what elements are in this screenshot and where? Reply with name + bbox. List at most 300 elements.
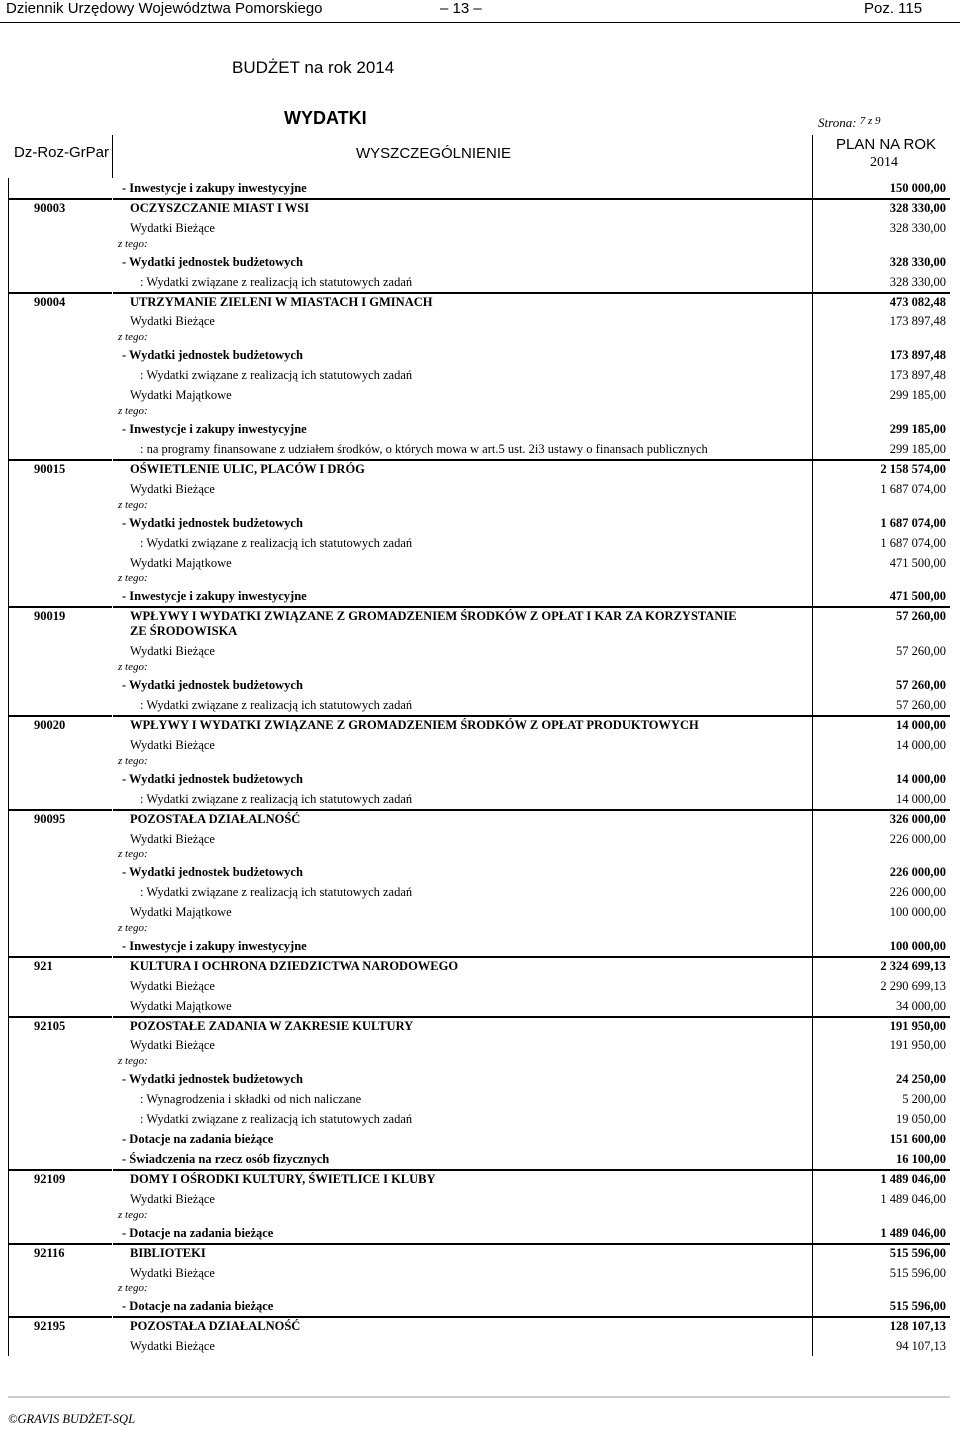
table-row xyxy=(8,1223,950,1243)
code-divider xyxy=(112,1016,113,1036)
row-right-border xyxy=(812,1035,813,1055)
row-description: z tego: xyxy=(118,1055,148,1068)
row-description: - Inwestycje i zakupy inwestycyjne xyxy=(122,589,307,604)
table-row xyxy=(8,1209,950,1223)
row-left-border xyxy=(8,178,9,198)
row-left-border xyxy=(8,675,9,695)
table-row xyxy=(8,641,950,661)
row-description: z tego: xyxy=(118,848,148,861)
row-description: Wydatki Majątkowe xyxy=(130,555,232,570)
row-left-border xyxy=(8,252,9,272)
row-amount: 226 000,00 xyxy=(889,865,946,880)
row-description: - Inwestycje i zakupy inwestycyjne xyxy=(122,181,307,195)
row-right-border xyxy=(812,1089,813,1109)
row-left-border xyxy=(8,459,9,479)
row-amount: 1 489 046,00 xyxy=(880,1172,946,1187)
row-code: 90004 xyxy=(34,294,66,309)
row-description: - Inwestycje i zakupy inwestycyjne xyxy=(122,939,307,954)
row-amount: 473 082,48 xyxy=(889,294,946,309)
row-right-border xyxy=(812,439,813,459)
row-right-border xyxy=(812,1069,813,1089)
row-amount: 14 000,00 xyxy=(896,771,946,786)
table-row xyxy=(8,479,950,499)
row-right-border xyxy=(812,198,813,218)
table-row xyxy=(8,1035,950,1055)
row-description: Wydatki Bieżące xyxy=(130,831,215,846)
row-description: BIBLIOTEKI xyxy=(130,1245,206,1260)
row-right-border xyxy=(812,606,813,641)
row-right-border xyxy=(812,365,813,385)
table-row xyxy=(8,675,950,695)
row-right-border xyxy=(812,882,813,902)
row-amount: 173 897,48 xyxy=(889,368,946,383)
table-row xyxy=(8,769,950,789)
table-row xyxy=(8,513,950,533)
row-right-border xyxy=(812,1263,813,1283)
page-indicator xyxy=(818,115,881,131)
table-row xyxy=(8,976,950,996)
row-description: - Wydatki jednostek budżetowych xyxy=(122,254,303,269)
row-left-border xyxy=(8,553,9,573)
row-right-border xyxy=(812,553,813,573)
row-right-border xyxy=(812,675,813,695)
table-row xyxy=(8,586,950,606)
row-right-border xyxy=(812,499,813,513)
row-left-border xyxy=(8,1169,9,1189)
table-row xyxy=(8,331,950,345)
row-left-border xyxy=(8,218,9,238)
table-row xyxy=(8,419,950,439)
row-amount: 100 000,00 xyxy=(889,939,946,954)
table-row xyxy=(8,735,950,755)
col-code: Dz-Roz-GrPar xyxy=(14,144,110,161)
row-right-border xyxy=(812,1016,813,1036)
row-description: POZOSTAŁA DZIAŁALNOŚĆ xyxy=(130,1319,301,1334)
section-row xyxy=(8,1016,950,1036)
row-description: : Wydatki związane z realizacją ich statutowych zadań xyxy=(140,1112,413,1127)
row-description: : Wydatki związane z realizacją ich statutowych zadań xyxy=(140,791,413,806)
row-amount: 19 050,00 xyxy=(896,1112,946,1127)
table-row xyxy=(8,311,950,331)
row-amount: 2 290 699,13 xyxy=(880,979,946,993)
row-right-border xyxy=(812,848,813,862)
row-right-border xyxy=(812,1296,813,1316)
row-amount: 299 185,00 xyxy=(889,442,946,456)
section-separator xyxy=(8,1169,950,1171)
row-code: 90015 xyxy=(34,462,66,476)
row-left-border xyxy=(8,345,9,365)
table-row xyxy=(8,1069,950,1089)
row-description: Wydatki Bieżące xyxy=(130,1038,215,1053)
row-description: : Wynagrodzenia i składki od nich naliczane xyxy=(140,1092,362,1107)
row-left-border xyxy=(8,1282,9,1296)
row-right-border xyxy=(812,586,813,606)
row-left-border xyxy=(8,976,9,996)
row-amount: 299 185,00 xyxy=(889,388,946,403)
row-amount: 14 000,00 xyxy=(896,718,946,733)
table-row xyxy=(8,218,950,238)
table-row xyxy=(8,553,950,573)
row-amount: 515 596,00 xyxy=(889,1299,946,1314)
row-right-border xyxy=(812,1336,813,1356)
row-description: Wydatki Majątkowe xyxy=(130,905,232,920)
row-left-border xyxy=(8,499,9,513)
row-left-border xyxy=(8,1316,9,1336)
row-right-border xyxy=(812,1055,813,1069)
row-amount: 191 950,00 xyxy=(889,1018,946,1033)
row-amount: 191 950,00 xyxy=(889,1038,946,1053)
row-description: Wydatki Bieżące xyxy=(130,1192,215,1206)
table-row xyxy=(8,695,950,715)
row-code: 90020 xyxy=(34,718,66,733)
row-amount: 328 330,00 xyxy=(889,274,946,289)
row-left-border xyxy=(8,1243,9,1263)
table-row xyxy=(8,848,950,862)
row-left-border xyxy=(8,1129,9,1149)
section-separator xyxy=(8,1016,950,1018)
row-amount: 150 000,00 xyxy=(889,181,946,195)
row-amount: 34 000,00 xyxy=(896,998,946,1013)
row-left-border xyxy=(8,829,9,849)
code-divider xyxy=(112,459,113,479)
row-description: OŚWIETLENIE ULIC, PLACÓW I DRÓG xyxy=(130,462,365,476)
row-right-border xyxy=(812,1129,813,1149)
row-amount: 515 596,00 xyxy=(889,1265,946,1280)
row-left-border xyxy=(8,956,9,976)
table-row xyxy=(8,1336,950,1356)
row-code: 92116 xyxy=(34,1245,65,1260)
row-amount: 1 489 046,00 xyxy=(880,1192,946,1206)
row-left-border xyxy=(8,769,9,789)
table-bottom-line xyxy=(8,1396,950,1398)
table-row xyxy=(8,1089,950,1109)
row-description: KULTURA I OCHRONA DZIEDZICTWA NARODOWEGO xyxy=(130,959,459,974)
row-right-border xyxy=(812,976,813,996)
row-description: Wydatki Bieżące xyxy=(130,1265,215,1280)
page-of: 7 z 9 xyxy=(859,115,881,127)
table-row xyxy=(8,789,950,809)
row-right-border xyxy=(812,272,813,292)
section-row xyxy=(8,606,950,641)
row-right-border xyxy=(812,996,813,1016)
row-left-border xyxy=(8,862,9,882)
table-row xyxy=(8,936,950,956)
row-description: : Wydatki związane z realizacją ich statutowych zadań xyxy=(140,368,413,383)
row-left-border xyxy=(8,902,9,922)
row-left-border xyxy=(8,405,9,419)
row-description: Wydatki Bieżące xyxy=(130,314,215,329)
row-amount: 5 200,00 xyxy=(902,1092,946,1107)
row-left-border xyxy=(8,1069,9,1089)
row-description: POZOSTAŁA DZIAŁALNOŚĆ xyxy=(130,811,301,826)
row-code: 90095 xyxy=(34,811,66,826)
row-right-border xyxy=(812,862,813,882)
row-description: DOMY I OŚRODKI KULTURY, ŚWIETLICE I KLUBY xyxy=(130,1172,436,1187)
row-left-border xyxy=(8,419,9,439)
row-right-border xyxy=(812,1243,813,1263)
code-divider xyxy=(112,809,113,829)
row-left-border xyxy=(8,1149,9,1169)
table-row xyxy=(8,996,950,1016)
table-row xyxy=(8,1109,950,1129)
row-description: : na programy finansowane z udziałem środków, o których mowa w art.5 ust. 2i3 ustawy o finansach publicznych xyxy=(140,442,708,456)
row-description: z tego: xyxy=(118,922,148,935)
table-row xyxy=(8,1055,950,1069)
row-amount: 328 330,00 xyxy=(889,220,946,235)
row-amount: 2 158 574,00 xyxy=(880,462,946,476)
row-left-border xyxy=(8,572,9,586)
row-left-border xyxy=(8,936,9,956)
row-left-border xyxy=(8,755,9,769)
col-desc: WYSZCZEGÓLNIENIE xyxy=(356,145,512,162)
row-description: - Wydatki jednostek budżetowych xyxy=(122,865,303,880)
row-left-border xyxy=(8,1263,9,1283)
row-left-border xyxy=(8,1189,9,1209)
row-left-border xyxy=(8,996,9,1016)
row-right-border xyxy=(812,1209,813,1223)
row-description: z tego: xyxy=(118,1282,148,1295)
row-right-border xyxy=(812,331,813,345)
section-separator xyxy=(8,292,950,294)
col-year: 2014 xyxy=(870,155,898,170)
row-code: 921 xyxy=(34,959,53,974)
table-row xyxy=(8,238,950,252)
row-code: 90019 xyxy=(34,609,66,624)
row-amount: 173 897,48 xyxy=(889,314,946,329)
section-separator xyxy=(8,1243,950,1245)
row-left-border xyxy=(8,882,9,902)
row-amount: 14 000,00 xyxy=(896,791,946,806)
table-row xyxy=(8,405,950,419)
row-left-border xyxy=(8,1109,9,1129)
row-description: : Wydatki związane z realizacją ich statutowych zadań xyxy=(140,885,413,900)
row-description: z tego: xyxy=(118,572,148,585)
row-right-border xyxy=(812,695,813,715)
row-description: Wydatki Bieżące xyxy=(130,220,215,235)
row-code: 92195 xyxy=(34,1319,66,1334)
code-divider xyxy=(112,715,113,735)
row-right-border xyxy=(812,345,813,365)
row-left-border xyxy=(8,789,9,809)
row-right-border xyxy=(812,1223,813,1243)
table-row xyxy=(8,1149,950,1169)
row-description: POZOSTAŁE ZADANIA W ZAKRESIE KULTURY xyxy=(130,1018,414,1033)
section-separator xyxy=(8,809,950,811)
section-row xyxy=(8,809,950,829)
code-divider xyxy=(112,292,113,312)
row-amount: 328 330,00 xyxy=(889,254,946,269)
row-description: - Wydatki jednostek budżetowych xyxy=(122,515,303,530)
row-amount: 100 000,00 xyxy=(889,905,946,920)
row-amount: 173 897,48 xyxy=(889,348,946,363)
row-right-border xyxy=(812,735,813,755)
row-description: z tego: xyxy=(118,661,148,674)
row-left-border xyxy=(8,513,9,533)
row-amount: 299 185,00 xyxy=(889,422,946,436)
row-left-border xyxy=(8,661,9,675)
row-left-border xyxy=(8,272,9,292)
row-right-border xyxy=(812,715,813,735)
section-title: WYDATKI xyxy=(284,108,367,128)
row-right-border xyxy=(812,252,813,272)
section-separator xyxy=(8,198,950,200)
section-row xyxy=(8,198,950,218)
row-right-border xyxy=(812,1109,813,1129)
row-left-border xyxy=(8,695,9,715)
row-description: - Dotacje na zadania bieżące xyxy=(122,1299,274,1314)
row-amount: 24 250,00 xyxy=(896,1072,946,1087)
row-description: Wydatki Bieżące xyxy=(130,481,215,496)
position-number: Poz. 115 xyxy=(864,0,923,17)
col-divider xyxy=(112,135,113,178)
row-description: - Świadczenia na rzecz osób fizycznych xyxy=(122,1152,330,1167)
row-description: : Wydatki związane z realizacją ich statutowych zadań xyxy=(140,698,413,713)
row-right-border xyxy=(812,1169,813,1189)
footer-copyright: ©GRAVIS BUDŻET-SQL xyxy=(8,1412,136,1426)
table-row xyxy=(8,1296,950,1316)
table-row xyxy=(8,385,950,405)
row-left-border xyxy=(8,1336,9,1356)
row-right-border xyxy=(812,385,813,405)
row-right-border xyxy=(812,238,813,252)
section-separator xyxy=(8,459,950,461)
row-description: z tego: xyxy=(118,237,148,250)
row-left-border xyxy=(8,1016,9,1036)
section-separator xyxy=(8,606,950,608)
row-right-border xyxy=(812,922,813,936)
table-row xyxy=(8,499,950,513)
row-amount: 226 000,00 xyxy=(889,831,946,846)
row-description: UTRZYMANIE ZIELENI W MIASTACH I GMINACH xyxy=(130,294,433,309)
row-amount: 1 687 074,00 xyxy=(880,481,946,496)
row-amount: 515 596,00 xyxy=(889,1245,946,1260)
row-amount: 1 687 074,00 xyxy=(880,535,946,550)
row-left-border xyxy=(8,606,9,641)
row-right-border xyxy=(812,641,813,661)
row-right-border xyxy=(812,829,813,849)
row-right-border xyxy=(812,292,813,312)
row-code: 92109 xyxy=(34,1172,66,1187)
row-description: Wydatki Bieżące xyxy=(130,644,215,659)
row-left-border xyxy=(8,1223,9,1243)
row-description: z tego: xyxy=(118,498,148,511)
code-divider xyxy=(112,1316,113,1336)
row-right-border xyxy=(812,459,813,479)
row-left-border xyxy=(8,735,9,755)
row-left-border xyxy=(8,365,9,385)
row-right-border xyxy=(812,936,813,956)
section-row xyxy=(8,1243,950,1263)
row-description: z tego: xyxy=(118,405,148,417)
row-amount: 57 260,00 xyxy=(896,698,946,713)
table-row xyxy=(8,1263,950,1283)
row-amount: 2 324 699,13 xyxy=(880,959,946,974)
col-plan: PLAN NA ROK xyxy=(836,136,937,153)
row-left-border xyxy=(8,1035,9,1055)
row-description: Wydatki Bieżące xyxy=(130,979,215,993)
table-row xyxy=(8,1189,950,1209)
row-amount: 16 100,00 xyxy=(896,1152,946,1167)
section-row xyxy=(8,715,950,735)
code-divider xyxy=(112,956,113,976)
section-separator xyxy=(8,956,950,958)
row-amount: 128 107,13 xyxy=(889,1319,946,1334)
row-right-border xyxy=(812,789,813,809)
table-row xyxy=(8,922,950,936)
row-amount: 14 000,00 xyxy=(896,738,946,752)
column-header xyxy=(8,135,950,178)
row-amount: 226 000,00 xyxy=(889,885,946,900)
row-description: Wydatki Majątkowe xyxy=(130,998,232,1013)
row-amount: 326 000,00 xyxy=(889,811,946,826)
row-left-border xyxy=(8,311,9,331)
section-separator xyxy=(8,715,950,717)
row-right-border xyxy=(812,661,813,675)
row-right-border xyxy=(812,956,813,976)
row-description: Wydatki Bieżące xyxy=(130,738,215,752)
section-row xyxy=(8,1169,950,1189)
table-row xyxy=(8,829,950,849)
table-row xyxy=(8,572,950,586)
row-description: WPŁYWY I WYDATKI ZWIĄZANE Z GROMADZENIEM ŚRODKÓW Z OPŁAT I KAR ZA KORZYSTANIE xyxy=(130,609,737,624)
table-row xyxy=(8,862,950,882)
row-left-border xyxy=(8,1209,9,1223)
row-left-border xyxy=(8,331,9,345)
row-description-cont: ZE ŚRODOWISKA xyxy=(130,624,238,639)
section-separator xyxy=(8,1316,950,1318)
table-row xyxy=(8,365,950,385)
code-divider xyxy=(112,198,113,218)
row-left-border xyxy=(8,533,9,553)
row-left-border xyxy=(8,922,9,936)
row-description: z tego: xyxy=(118,1208,148,1221)
row-description: z tego: xyxy=(118,331,148,344)
row-left-border xyxy=(8,292,9,312)
row-amount: 1 489 046,00 xyxy=(880,1225,946,1240)
section-row xyxy=(8,292,950,312)
row-left-border xyxy=(8,1089,9,1109)
page-number: – 13 – xyxy=(440,0,482,17)
row-left-border xyxy=(8,238,9,252)
journal-name: Dziennik Urzędowy Województwa Pomorskiego xyxy=(6,0,323,17)
row-right-border xyxy=(812,1189,813,1209)
row-description: - Dotacje na zadania bieżące xyxy=(122,1132,274,1147)
row-right-border xyxy=(812,1282,813,1296)
row-right-border xyxy=(812,1316,813,1336)
row-left-border xyxy=(8,715,9,735)
row-amount: 151 600,00 xyxy=(889,1132,946,1147)
table-row xyxy=(8,439,950,459)
row-description: - Wydatki jednostek budżetowych xyxy=(122,678,303,693)
row-right-border xyxy=(812,419,813,439)
row-right-border xyxy=(812,809,813,829)
row-code: 92105 xyxy=(34,1018,66,1033)
row-amount: 328 330,00 xyxy=(889,201,946,215)
row-left-border xyxy=(8,641,9,661)
row-left-border xyxy=(8,479,9,499)
code-divider xyxy=(112,606,113,641)
section-row xyxy=(8,1316,950,1336)
budget-title: BUDŻET na rok 2014 xyxy=(232,58,395,77)
page-header xyxy=(0,0,960,23)
col-divider xyxy=(812,135,813,178)
row-description: : Wydatki związane z realizacją ich statutowych zadań xyxy=(140,274,413,289)
table-row xyxy=(8,661,950,675)
row-right-border xyxy=(812,311,813,331)
table-row xyxy=(8,882,950,902)
table-row xyxy=(8,533,950,553)
table-row xyxy=(8,272,950,292)
